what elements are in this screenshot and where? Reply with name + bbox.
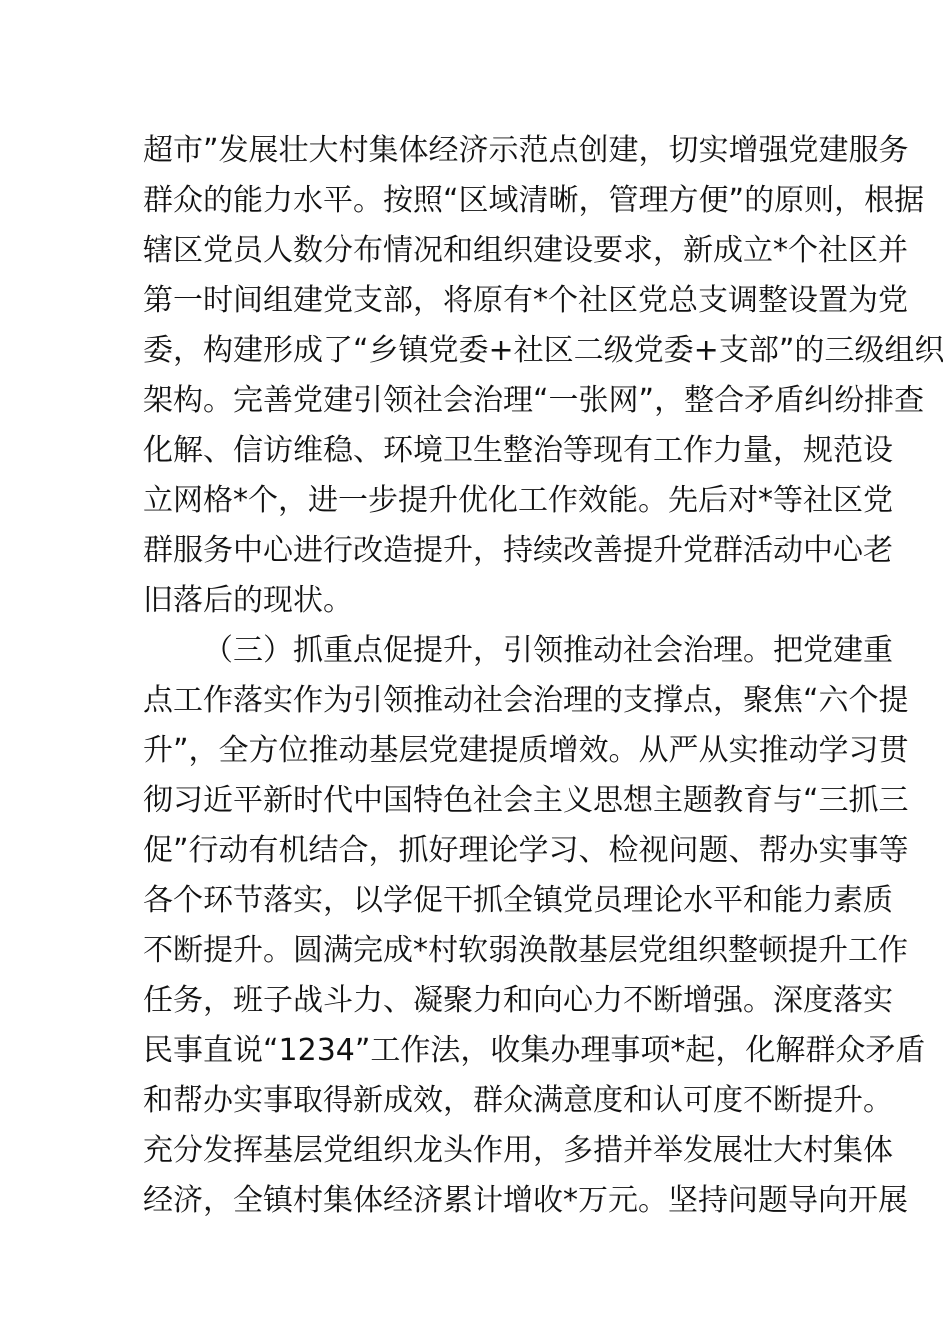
text-line: 架构。完善党建引领社会治理“一张网”，整合矛盾纠纷排查: [143, 383, 925, 418]
text-line: 第一时间组建党支部，将原有*个社区党总支调整设置为党: [143, 283, 908, 318]
text-line: 超市”发展壮大村集体经济示范点创建，切实增强党建服务: [143, 133, 909, 168]
text-line: 充分发挥基层党组织龙头作用，多措并举发展壮大村集体: [143, 1133, 893, 1168]
text-line: 旧落后的现状。: [143, 583, 353, 618]
text-line: 和帮办实事取得新成效，群众满意度和认可度不断提升。: [143, 1083, 893, 1118]
text-line: 各个环节落实，以学促干抓全镇党员理论水平和能力素质: [143, 883, 893, 918]
text-line: 民事直说“1234”工作法，收集办理事项*起，化解群众矛盾: [143, 1033, 926, 1068]
text-line: 群服务中心进行改造提升，持续改善提升党群活动中心老: [143, 533, 893, 568]
text-line: 化解、信访维稳、环境卫生整治等现有工作力量，规范设: [143, 433, 893, 468]
text-line: 辖区党员人数分布情况和组织建设要求，新成立*个社区并: [143, 233, 908, 268]
text-line: 群众的能力水平。按照“区域清晰，管理方便”的原则，根据: [143, 183, 925, 218]
text-line: 点工作落实作为引领推动社会治理的支撑点，聚焦“六个提: [143, 683, 909, 718]
section-heading-line: （三）抓重点促提升，引领推动社会治理。把党建重: [203, 633, 893, 668]
text-line: 升”，全方位推动基层党建提质增效。从严从实推动学习贯: [143, 733, 909, 768]
text-line: 经济，全镇村集体经济累计增收*万元。坚持问题导向开展: [143, 1183, 908, 1218]
text-line: 不断提升。圆满完成*村软弱涣散基层党组织整顿提升工作: [143, 933, 908, 968]
text-line: 立网格*个，进一步提升优化工作效能。先后对*等社区党: [143, 483, 893, 518]
text-line: 委，构建形成了“乡镇党委+社区二级党委+支部”的三级组织: [143, 333, 945, 368]
text-line: 任务，班子战斗力、凝聚力和向心力不断增强。深度落实: [143, 983, 893, 1018]
text-line: 促”行动有机结合，抓好理论学习、检视问题、帮办实事等: [143, 833, 909, 868]
text-line: 彻习近平新时代中国特色社会主义思想主题教育与“三抓三: [143, 783, 909, 818]
